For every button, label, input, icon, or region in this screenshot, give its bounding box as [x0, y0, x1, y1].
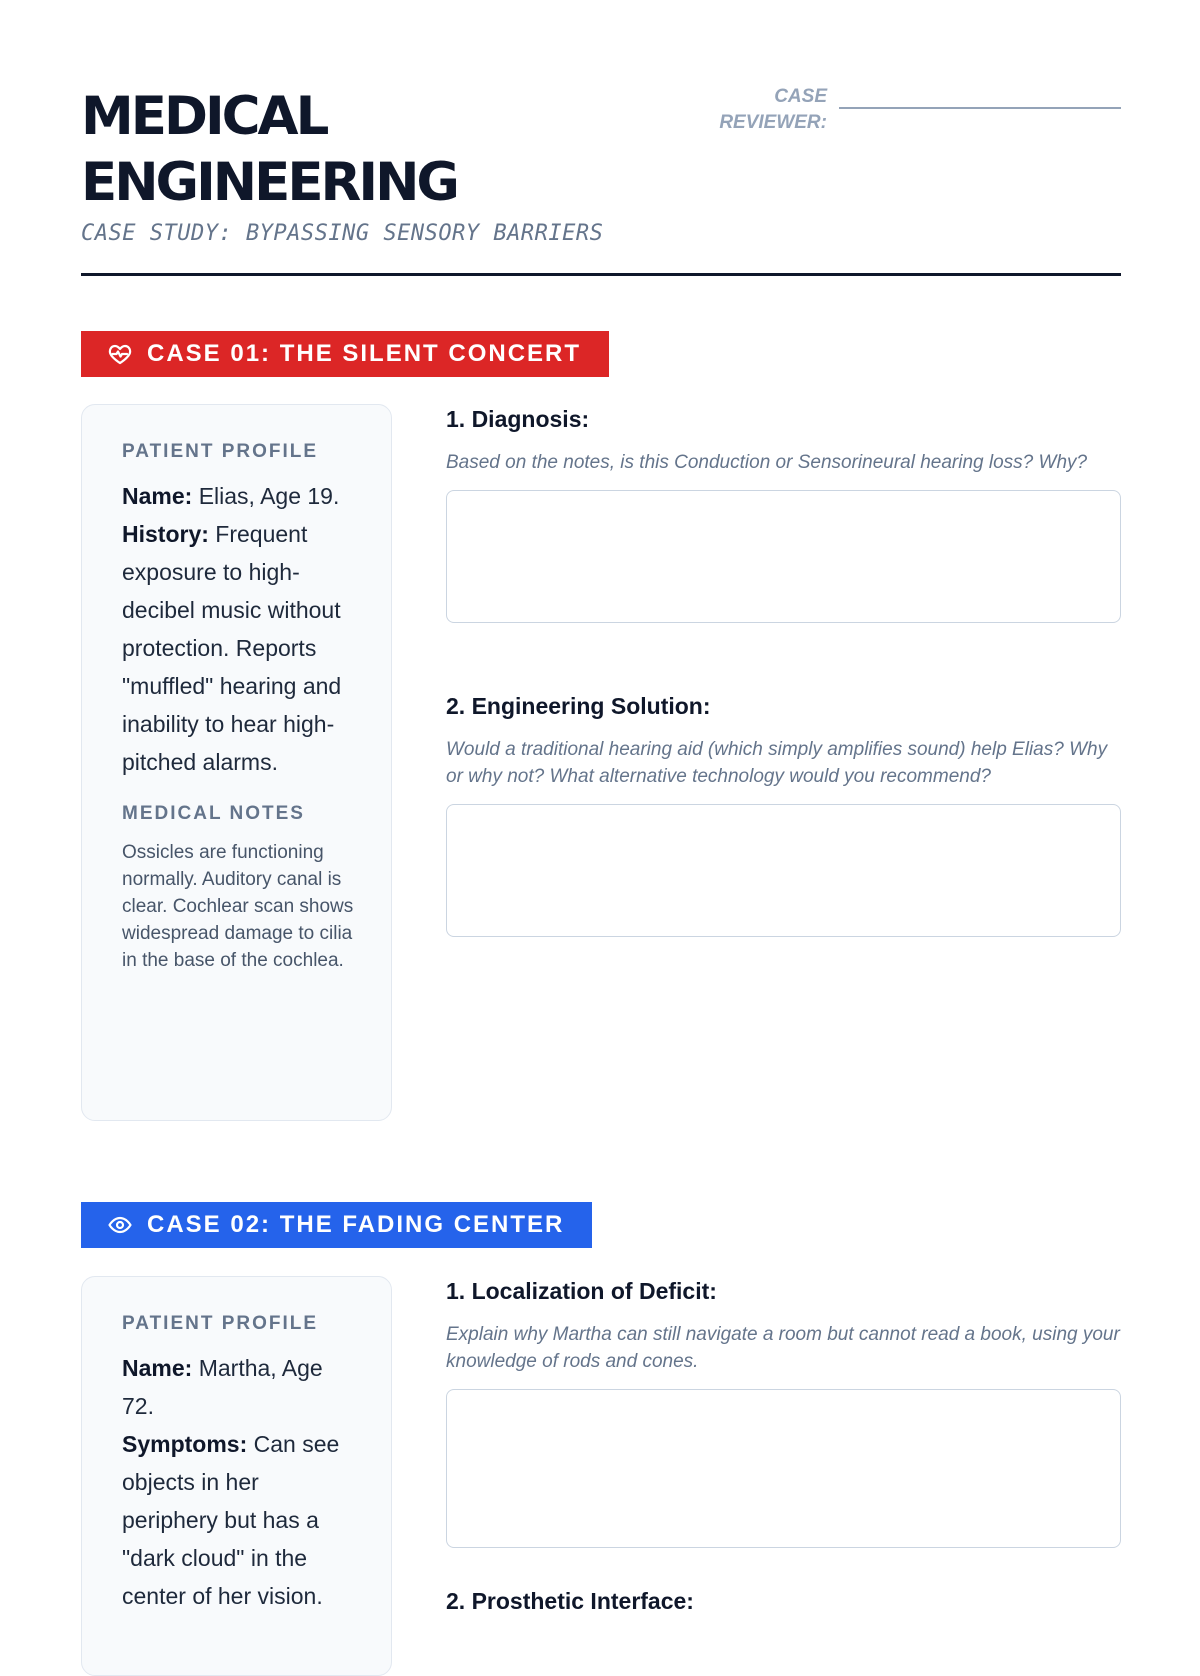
patient-profile-heading: PATIENT PROFILE — [122, 441, 319, 462]
diagnosis-answer-box[interactable] — [446, 490, 1121, 623]
case-01-patient-card — [81, 404, 392, 1121]
case-02-patient-card — [81, 1276, 392, 1676]
question-prompt: Explain why Martha can still navigate a room but cannot read a book, using your knowledge of rods and cones. — [446, 1324, 1120, 1372]
case-01-question-2 — [446, 693, 1121, 937]
case-reviewer-input-line[interactable] — [839, 107, 1121, 109]
case-reviewer-label: CASE REVIEWER: — [719, 86, 827, 133]
question-title: 2. Prosthetic Interface: — [446, 1588, 694, 1614]
page-title: MEDICAL ENGINEERING — [81, 86, 457, 213]
case-01-title: CASE 01: THE SILENT CONCERT — [147, 340, 582, 367]
localization-answer-box[interactable] — [446, 1389, 1121, 1548]
question-title: 1. Localization of Deficit: — [446, 1278, 717, 1304]
page-subtitle: CASE STUDY: BYPASSING SENSORY BARRIERS — [81, 221, 604, 246]
medical-notes-text: Ossicles are functioning normally. Auditory canal is clear. Cochlear scan shows widespread damage to cilia in the base of the cochlea. — [122, 842, 354, 971]
case-02-question-2 — [446, 1588, 1121, 1631]
patient-name: Name: Martha, Age 72. — [122, 1355, 323, 1419]
engineering-solution-answer-box[interactable] — [446, 804, 1121, 937]
worksheet-header — [81, 84, 1121, 246]
heart-pulse-icon — [107, 342, 133, 366]
case-02-title: CASE 02: THE FADING CENTER — [147, 1211, 565, 1238]
question-title: 1. Diagnosis: — [446, 406, 590, 432]
question-prompt: Based on the notes, is this Conduction or Sensorineural hearing loss? Why? — [446, 452, 1088, 473]
case-01-question-1 — [446, 406, 1121, 623]
case-02-question-1 — [446, 1278, 1121, 1548]
question-prompt: Would a traditional hearing aid (which simply amplifies sound) help Elias? Why or why not? What alternative technology would you recommend? — [446, 739, 1108, 787]
patient-symptoms: Symptoms: Can see objects in her periphery but has a "dark cloud" in the center of her vision. — [122, 1431, 340, 1609]
patient-history: History: Frequent exposure to high-decibel music without protection. Reports "muffled" hearing and inability to hear high-pitched alarms. — [122, 521, 342, 775]
header-divider — [81, 273, 1121, 276]
case-01-banner — [81, 331, 609, 377]
medical-notes-heading: MEDICAL NOTES — [122, 803, 305, 824]
patient-profile-heading: PATIENT PROFILE — [122, 1313, 319, 1334]
case-reviewer-field — [707, 84, 1121, 136]
question-title: 2. Engineering Solution: — [446, 693, 711, 719]
case-02-banner — [81, 1202, 592, 1248]
eye-icon — [107, 1213, 133, 1237]
patient-name: Name: Elias, Age 19. — [122, 483, 340, 509]
